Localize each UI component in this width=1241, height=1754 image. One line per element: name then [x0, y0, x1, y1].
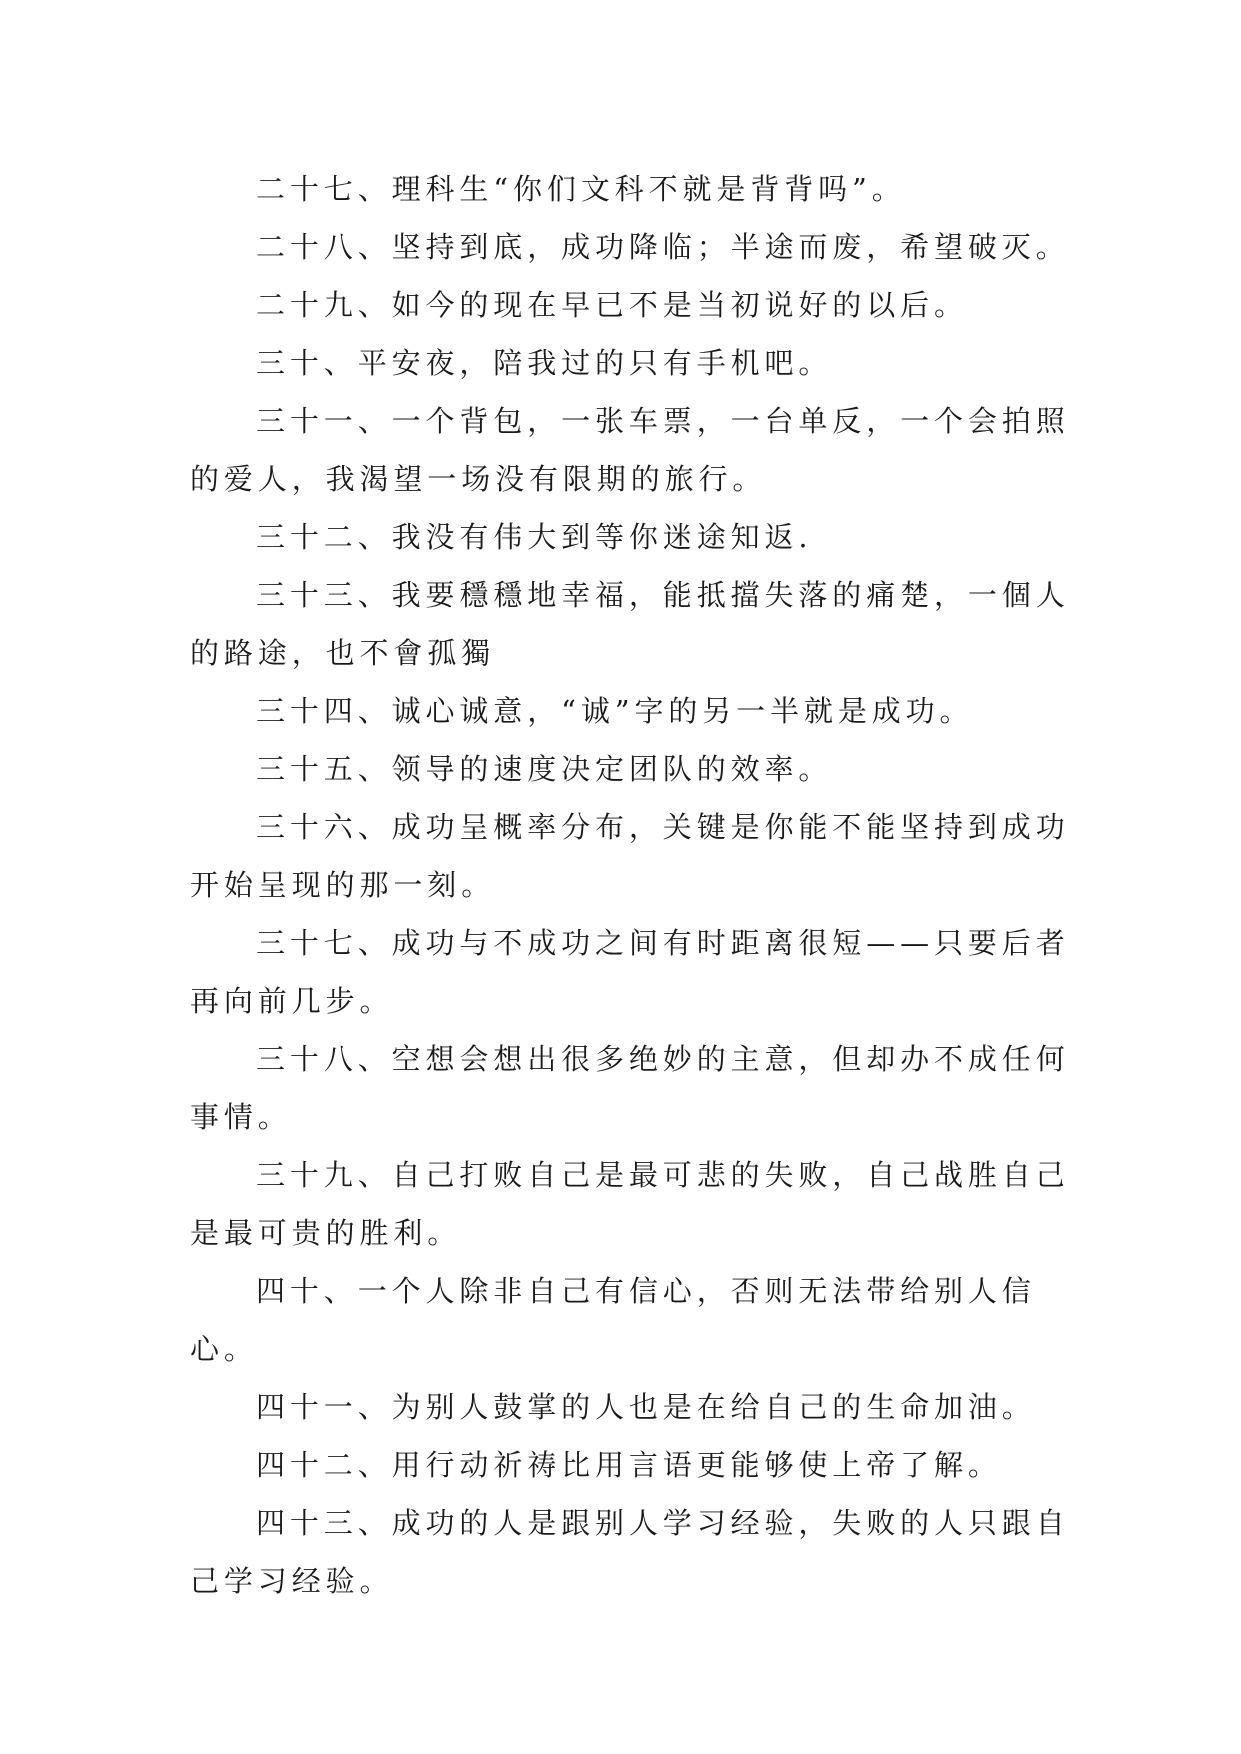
paragraph-33: 三十三、我要穩穩地幸福，能抵擋失落的痛楚，一個人的路途，也不會孤獨 — [190, 578, 1070, 670]
paragraph-38: 三十八、空想会想出很多绝妙的主意，但却办不成任何事情。 — [190, 1042, 1070, 1134]
paragraph-31: 三十一、一个背包，一张车票，一台单反，一个会拍照的爱人，我渴望一场没有限期的旅行。 — [190, 404, 1070, 496]
paragraph-32: 三十二、我没有伟大到等你迷途知返. — [256, 520, 813, 554]
paragraph-37: 三十七、成功与不成功之间有时距离很短——只要后者再向前几步。 — [190, 926, 1070, 1018]
paragraph-41: 四十一、为别人鼓掌的人也是在给自己的生命加油。 — [256, 1390, 1036, 1424]
paragraph-43: 四十三、成功的人是跟别人学习经验，失败的人只跟自己学习经验。 — [190, 1506, 1070, 1598]
paragraph-29: 二十九、如今的现在早已不是当初说好的以后。 — [256, 288, 968, 322]
paragraph-30: 三十、平安夜，陪我过的只有手机吧。 — [256, 346, 833, 380]
paragraph-34: 三十四、诚心诚意，“诚”字的另一半就是成功。 — [256, 694, 974, 728]
body-text — [190, 160, 1070, 1610]
paragraph-27: 二十七、理科生“你们文科不就是背背吗”。 — [256, 172, 906, 206]
paragraph-28: 二十八、坚持到底，成功降临；半途而废，希望破灭。 — [256, 230, 1070, 264]
paragraph-36: 三十六、成功呈概率分布，关键是你能不能坚持到成功开始呈现的那一刻。 — [190, 810, 1070, 902]
paragraph-42: 四十二、用行动祈祷比用言语更能够使上帝了解。 — [256, 1448, 1002, 1482]
paragraph-35: 三十五、领导的速度决定团队的效率。 — [256, 752, 833, 786]
paragraph-39: 三十九、自己打败自己是最可悲的失败，自己战胜自己是最可贵的胜利。 — [190, 1158, 1070, 1250]
paragraph-40: 四十、一个人除非自己有信心，否则无法带给别人信心。 — [190, 1274, 1036, 1366]
